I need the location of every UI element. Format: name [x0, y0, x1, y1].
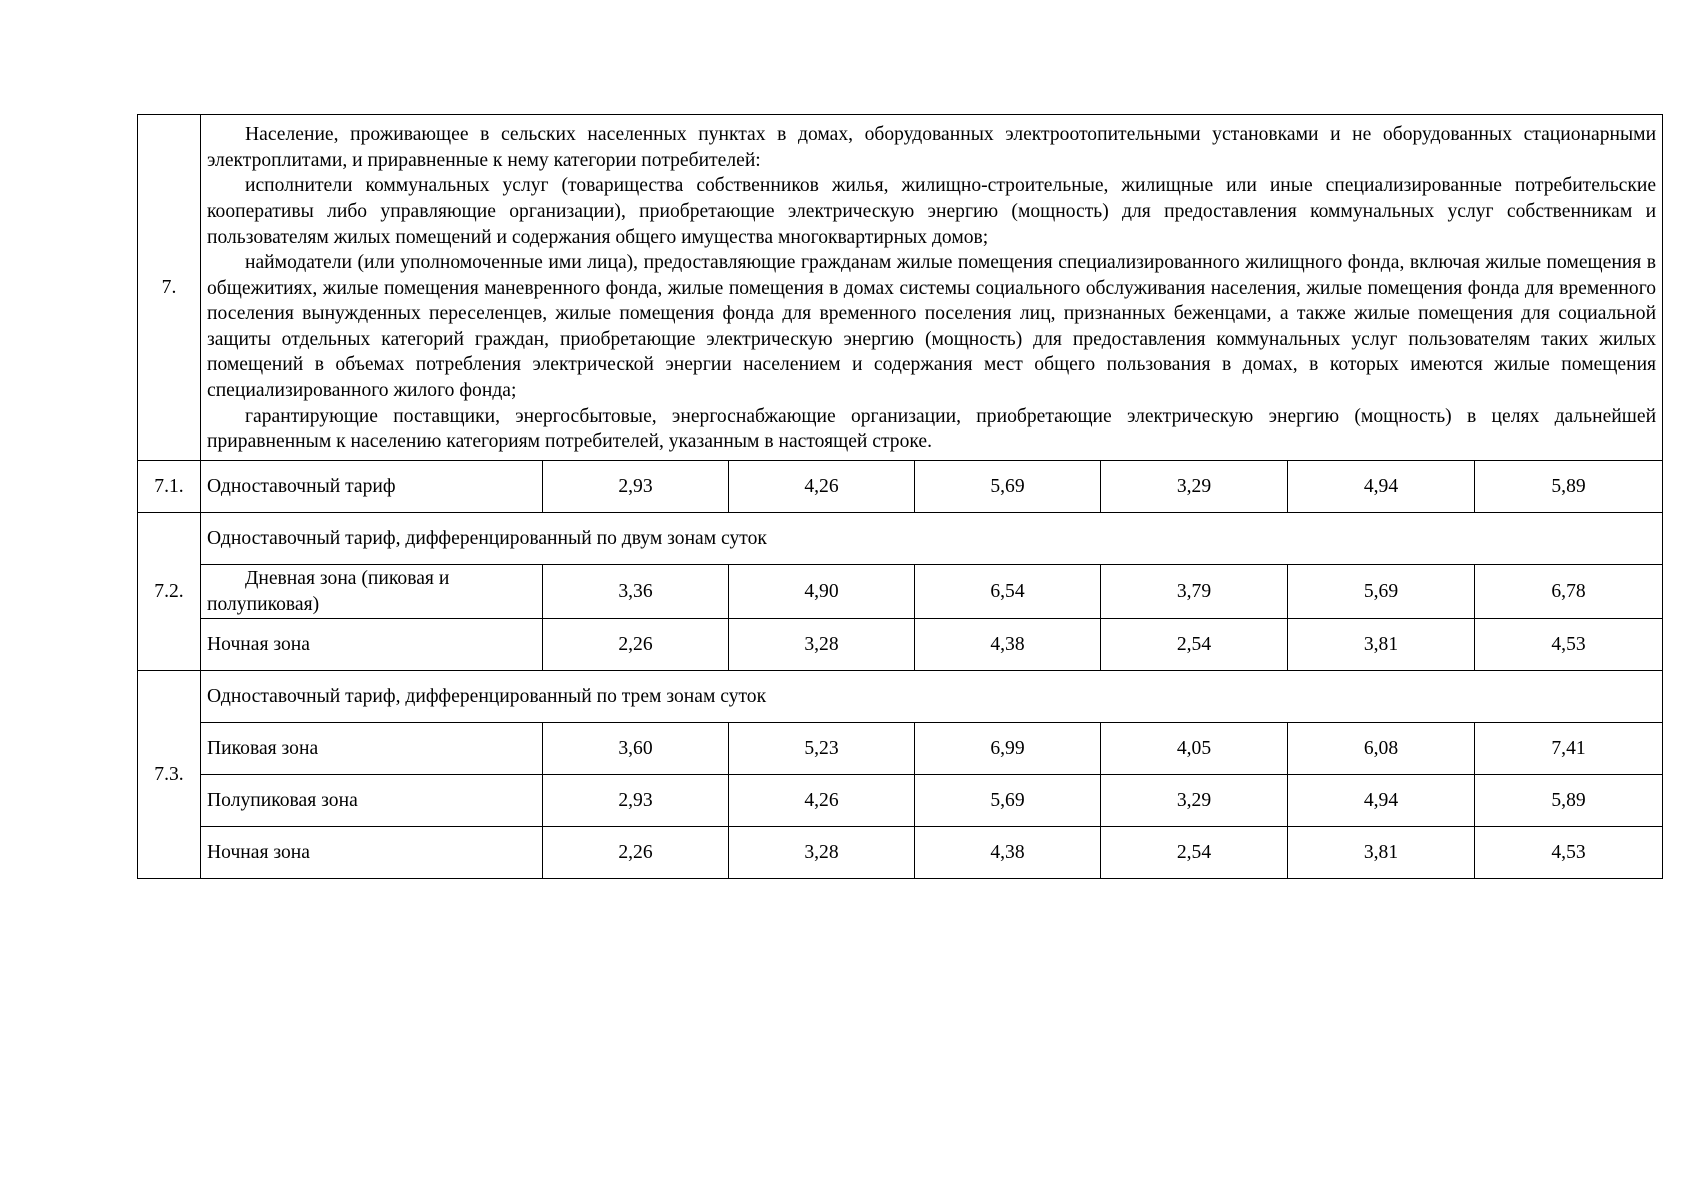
value-cell: 4,53	[1475, 827, 1663, 879]
row-number: 7.1.	[138, 461, 201, 513]
value-cell: 2,54	[1101, 619, 1288, 671]
table-row	[138, 513, 1663, 565]
value-cell: 3,28	[729, 619, 915, 671]
value-cell: 4,38	[915, 827, 1101, 879]
value-cell: 4,26	[729, 461, 915, 513]
row-label: Одноставочный тариф	[201, 461, 543, 513]
value-cell: 5,69	[1288, 565, 1475, 619]
value-cell: 4,53	[1475, 619, 1663, 671]
value-cell: 6,08	[1288, 723, 1475, 775]
value-cell: 3,29	[1101, 775, 1288, 827]
value-cell: 6,99	[915, 723, 1101, 775]
value-cell: 3,79	[1101, 565, 1288, 619]
section-paragraph-4: гарантирующие поставщики, энергосбытовые, энергоснабжающие организации, приобретающие электрическую энергию (мощность) в целях дальнейшей приравненным к населению категориям потребителей, указанным в настоящей строке.	[207, 405, 1657, 453]
value-cell: 2,93	[543, 461, 729, 513]
table-row	[138, 565, 1663, 619]
value-cell: 4,05	[1101, 723, 1288, 775]
section-7-row	[138, 115, 1663, 461]
row-label	[201, 565, 543, 619]
row-number: 7.2.	[138, 513, 201, 671]
table-row	[138, 461, 1663, 513]
value-cell: 4,94	[1288, 775, 1475, 827]
table-row	[138, 827, 1663, 879]
value-cell: 3,36	[543, 565, 729, 619]
row-label: Ночная зона	[201, 619, 543, 671]
value-cell: 2,93	[543, 775, 729, 827]
value-cell: 4,26	[729, 775, 915, 827]
value-cell: 4,94	[1288, 461, 1475, 513]
value-cell: 5,23	[729, 723, 915, 775]
row-number: 7.3.	[138, 671, 201, 879]
value-cell: 4,90	[729, 565, 915, 619]
value-cell: 2,54	[1101, 827, 1288, 879]
value-cell: 7,41	[1475, 723, 1663, 775]
value-cell: 3,60	[543, 723, 729, 775]
row-title: Одноставочный тариф, дифференцированный по двум зонам суток	[201, 513, 1663, 565]
table-row	[138, 619, 1663, 671]
row-label: Пиковая зона	[201, 723, 543, 775]
value-cell: 5,69	[915, 775, 1101, 827]
value-cell: 5,89	[1475, 775, 1663, 827]
tariff-table	[137, 114, 1663, 879]
value-cell: 3,28	[729, 827, 915, 879]
table-row	[138, 775, 1663, 827]
value-cell: 6,54	[915, 565, 1101, 619]
value-cell: 2,26	[543, 619, 729, 671]
value-cell: 3,81	[1288, 827, 1475, 879]
row-label: Ночная зона	[201, 827, 543, 879]
row-title: Одноставочный тариф, дифференцированный по трем зонам суток	[201, 671, 1663, 723]
value-cell: 4,38	[915, 619, 1101, 671]
section-paragraph-1: Население, проживающее в сельских населенных пунктах в домах, оборудованных электроотопительными установками и не оборудованных стационарными электроплитами, и приравненные к нему категории потребителей:	[207, 124, 1657, 171]
table-row	[138, 723, 1663, 775]
row-label-text: Дневная зона (пиковая и полупиковая)	[207, 567, 450, 615]
section-paragraph-3: наймодатели (или уполномоченные ими лица), предоставляющие гражданам жилые помещения специализированного жилищного фонда, включая жилые помещения в общежитиях, жилые помещения маневренного фонда, жилые помещения в домах системы социального обслуживания населения, жилые помещения фонда для временного поселения вынужденных переселенцев, жилые помещения фонда для временного поселения лиц, признанных беженцами, а также жилые помещения для социальной защиты отдельных категорий граждан, приобретающие электрическую энергию (мощность) для предоставления коммунальных услуг пользователям таких жилых помещений в объемах потребления электрической энергии населением и содержания мест общего пользования в домах, в которых имеются жилые помещения специализированного жилого фонда;	[207, 252, 1657, 402]
value-cell: 3,81	[1288, 619, 1475, 671]
section-description	[201, 115, 1663, 461]
value-cell: 5,89	[1475, 461, 1663, 513]
value-cell: 5,69	[915, 461, 1101, 513]
row-label: Полупиковая зона	[201, 775, 543, 827]
value-cell: 3,29	[1101, 461, 1288, 513]
table-row	[138, 671, 1663, 723]
section-number: 7.	[138, 115, 201, 461]
value-cell: 2,26	[543, 827, 729, 879]
value-cell: 6,78	[1475, 565, 1663, 619]
section-paragraph-2: исполнители коммунальных услуг (товарищества собственников жилья, жилищно-строительные, жилищные или иные специализированные потребительские кооперативы либо управляющие организации), приобретающие электрическую энергию (мощность) для предоставления коммунальных услуг собственникам и пользователям жилых помещений и содержания общего имущества многоквартирных домов;	[207, 175, 1657, 248]
